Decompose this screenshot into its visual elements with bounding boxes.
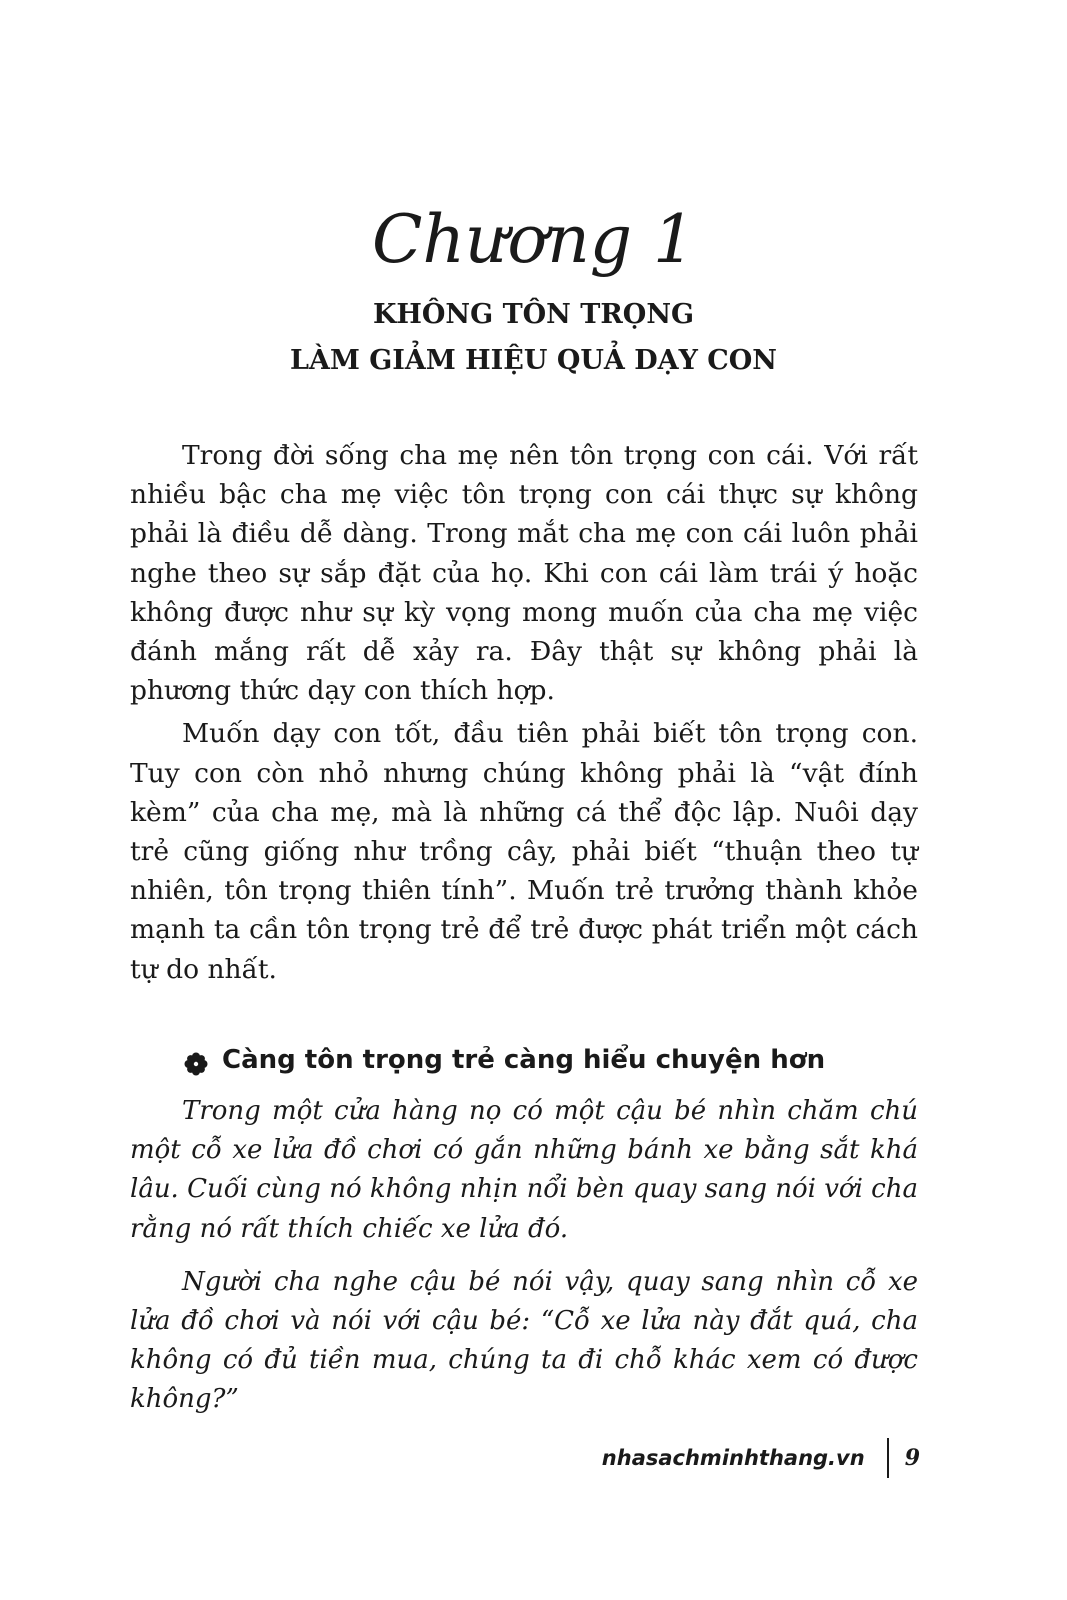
story-paragraph-1: Trong một cửa hàng nọ có một cậu bé nhìn chăm chú một cỗ xe lửa đồ chơi có gắn những bánh xe bằng sắt khá lâu. Cuối cùng nó không nhịn nổi bèn quay sang nói với cha rằng nó rất thích chiếc xe lửa đó. bbox=[130, 1096, 918, 1244]
footer-divider bbox=[887, 1438, 889, 1478]
page-footer bbox=[560, 1438, 920, 1478]
chapter-title-line-1: KHÔNG TÔN TRỌNG bbox=[372, 299, 695, 330]
section-heading bbox=[184, 1040, 924, 1080]
body-paragraph-1: Trong đời sống cha mẹ nên tôn trọng con cái. Với rất nhiều bậc cha mẹ việc tôn trọng con cái thực sự không phải là điều dễ dàng. Trong mắt cha mẹ con cái luôn phải nghe theo sự sắp đặt của họ. Khi con cái làm trái ý hoặc không được như sự kỳ vọng mong muốn của cha mẹ việc đánh mắng rất dễ xảy ra. Đây thật sự không phải là phương thức dạy con thích hợp. bbox=[130, 440, 918, 707]
body-text bbox=[130, 436, 918, 989]
chapter-title-line-2: LÀM GIẢM HIỆU QUẢ DẠY CON bbox=[290, 345, 777, 376]
chapter-label: Chương 1 bbox=[372, 201, 695, 278]
chapter-title bbox=[0, 292, 1067, 384]
page-number: 9 bbox=[904, 1445, 920, 1471]
story-paragraph-2: Người cha nghe cậu bé nói vậy, quay sang nhìn cỗ xe lửa đồ chơi và nói với cậu bé: “Cỗ xe lửa này đắt quá, cha không có đủ tiền mua, chúng ta đi chỗ khác xem có được không?” bbox=[130, 1266, 918, 1415]
section-heading-text: Càng tôn trọng trẻ càng hiểu chuyện hơn bbox=[222, 1045, 826, 1075]
body-paragraph-2: Muốn dạy con tốt, đầu tiên phải biết tôn trọng con. Tuy con còn nhỏ nhưng chúng không phải là “vật đính kèm” của cha mẹ, mà là những cá thể độc lập. Nuôi dạy trẻ cũng giống như trồng cây, phải biết “thuận theo tự nhiên, tôn trọng thiên tính”. Muốn trẻ trưởng thành khỏe mạnh ta cần tôn trọng trẻ để trẻ được phát triển một cách tự do nhất. bbox=[130, 718, 918, 985]
flower-icon bbox=[184, 1048, 208, 1072]
story-text bbox=[130, 1092, 918, 1420]
footer-site: nhasachminhthang.vn bbox=[601, 1446, 865, 1470]
